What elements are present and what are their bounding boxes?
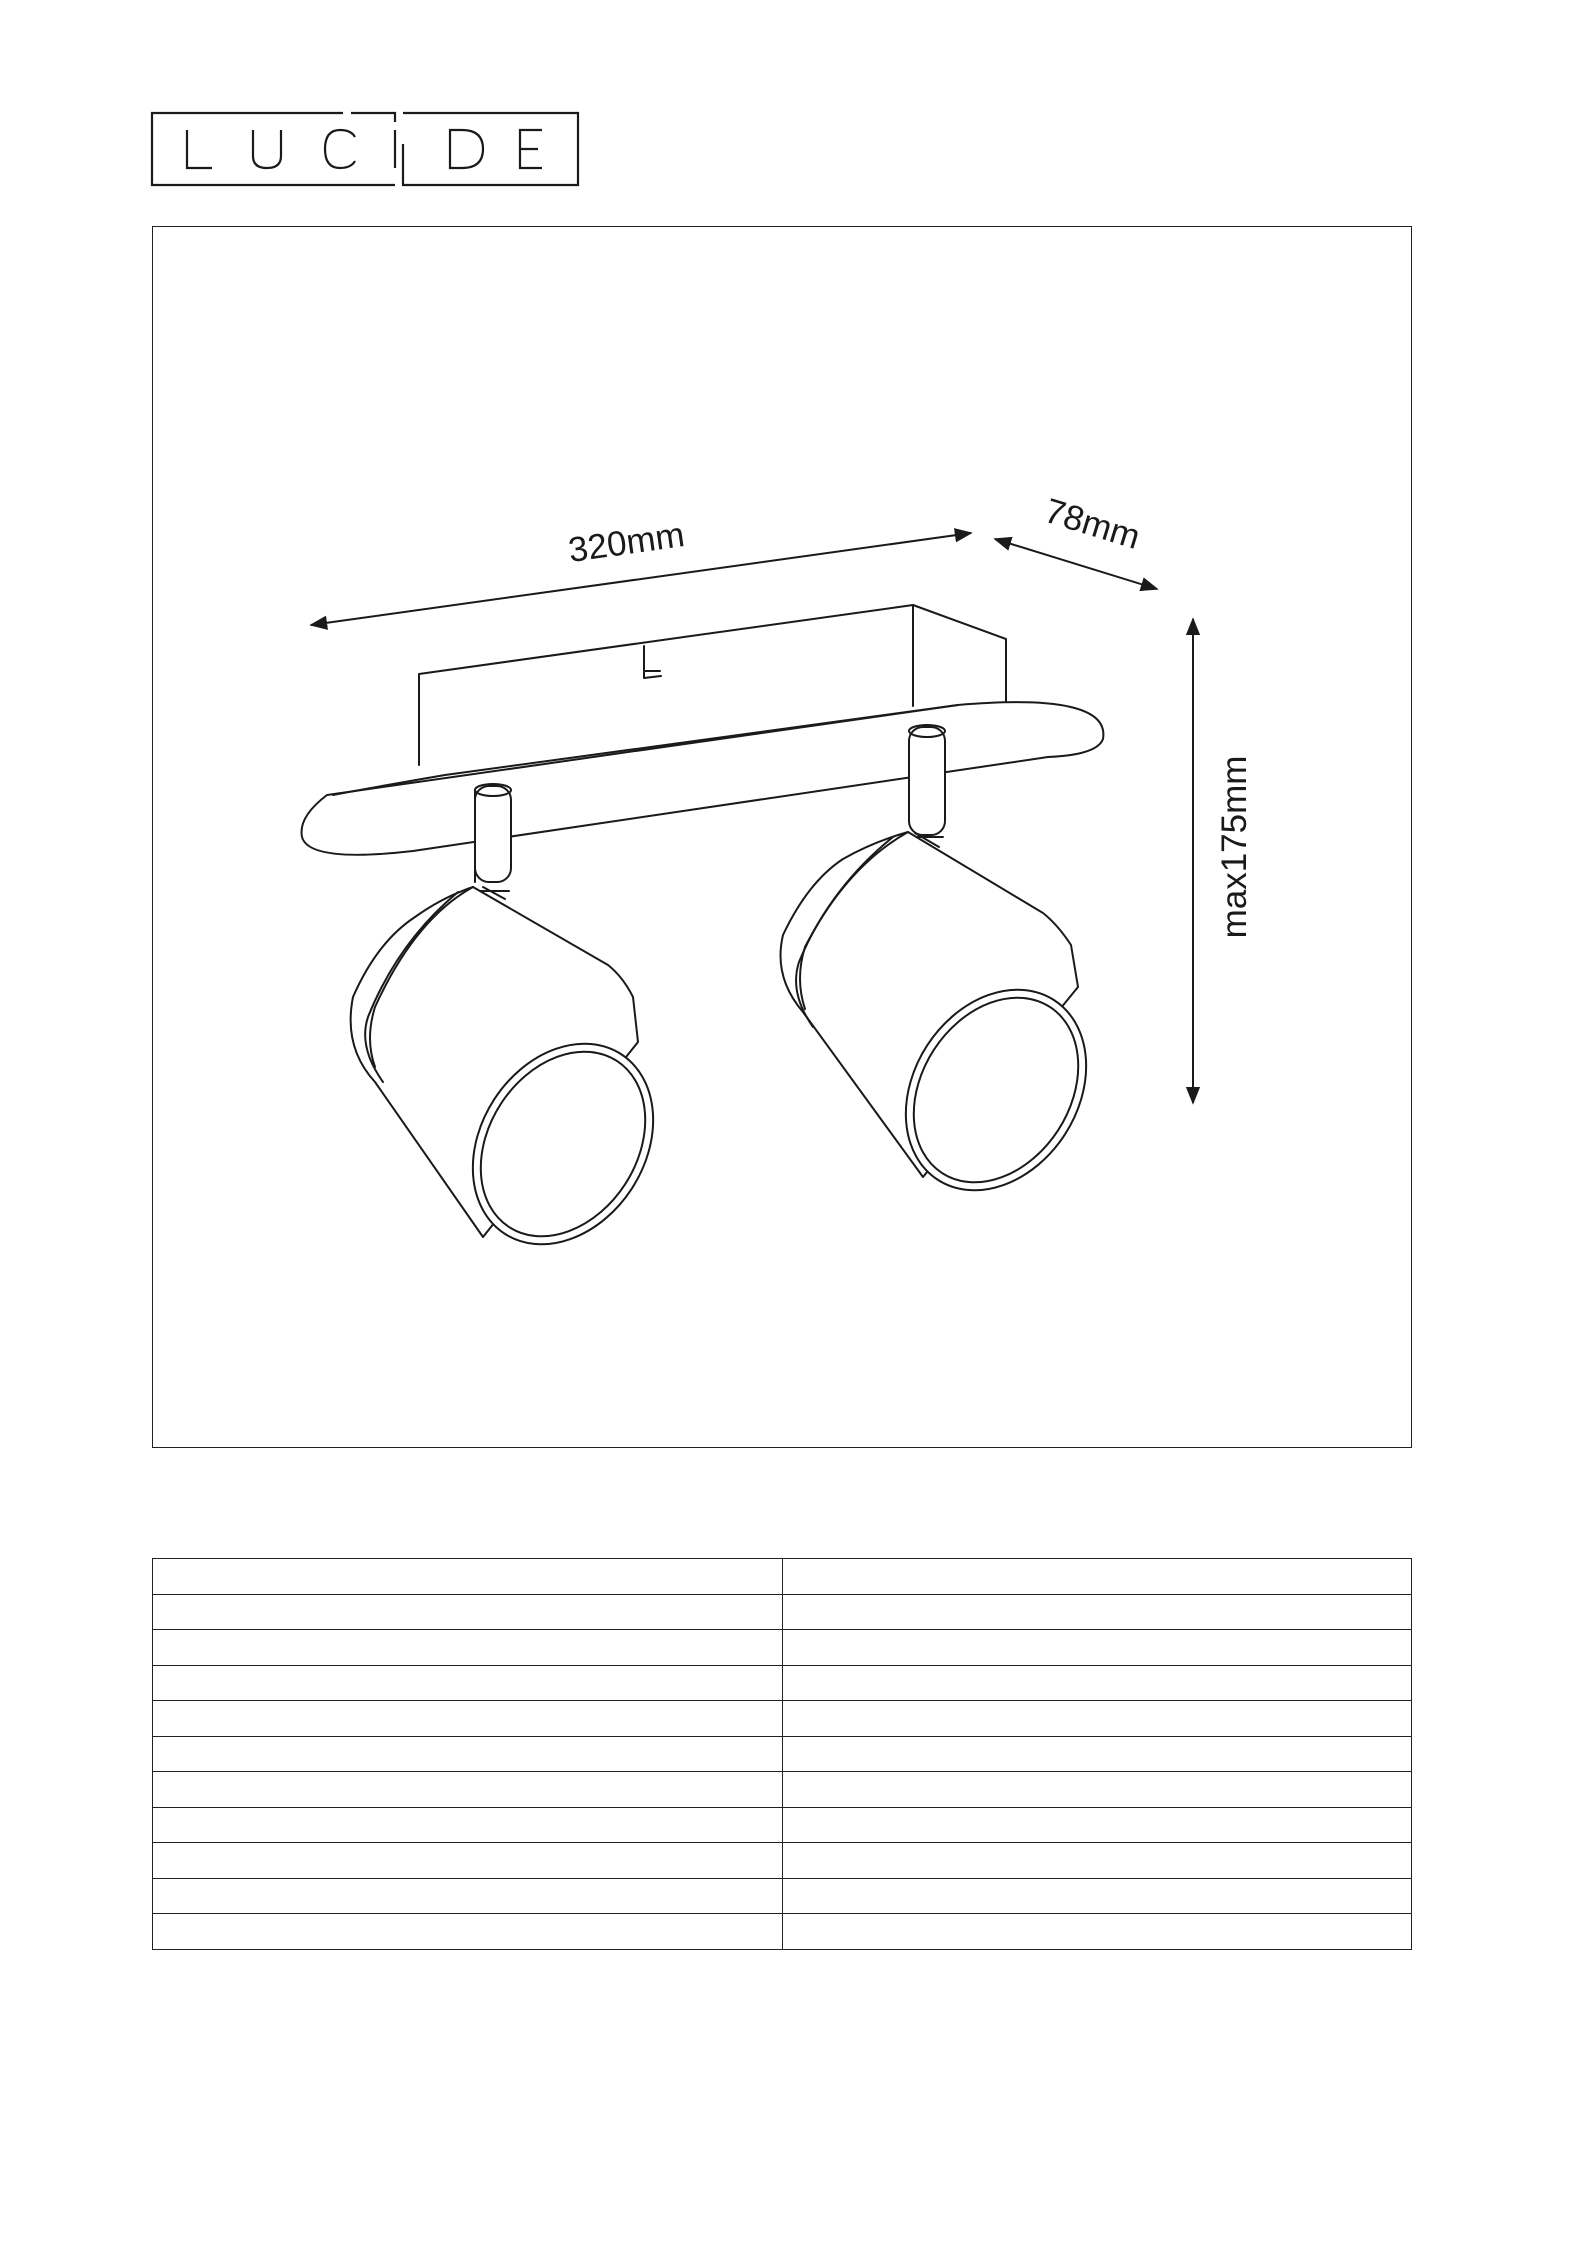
spec-label-cell bbox=[153, 1630, 783, 1666]
spec-label-cell bbox=[153, 1914, 783, 1950]
spec-value-cell bbox=[782, 1914, 1412, 1950]
depth-label: 78mm bbox=[1040, 491, 1145, 557]
spec-label-cell bbox=[153, 1594, 783, 1630]
spec-label-cell bbox=[153, 1736, 783, 1772]
spec-value-cell bbox=[782, 1807, 1412, 1843]
product-drawing bbox=[153, 227, 1410, 1446]
spec-label-cell bbox=[153, 1807, 783, 1843]
table-row bbox=[153, 1914, 1412, 1950]
spec-value-cell bbox=[782, 1701, 1412, 1737]
table-row bbox=[153, 1736, 1412, 1772]
table-row bbox=[153, 1701, 1412, 1737]
spec-label-cell bbox=[153, 1665, 783, 1701]
spec-label-cell bbox=[153, 1878, 783, 1914]
spec-value-cell bbox=[782, 1736, 1412, 1772]
table-row bbox=[153, 1630, 1412, 1666]
table-row bbox=[153, 1559, 1412, 1595]
spec-label-cell bbox=[153, 1843, 783, 1879]
table-row bbox=[153, 1772, 1412, 1808]
spec-value-cell bbox=[782, 1594, 1412, 1630]
spot-right bbox=[781, 725, 1124, 1224]
spot-left bbox=[351, 784, 690, 1278]
spec-value-cell bbox=[782, 1559, 1412, 1595]
height-label: max175mm bbox=[1215, 755, 1254, 939]
spec-value-cell bbox=[782, 1878, 1412, 1914]
spec-value-cell bbox=[782, 1630, 1412, 1666]
drawing-frame bbox=[152, 226, 1412, 1448]
lucide-logo bbox=[150, 108, 580, 190]
spec-table bbox=[152, 1558, 1412, 1950]
table-row bbox=[153, 1594, 1412, 1630]
length-label: 320mm bbox=[565, 515, 687, 571]
table-row bbox=[153, 1843, 1412, 1879]
spec-label-cell bbox=[153, 1701, 783, 1737]
spec-value-cell bbox=[782, 1665, 1412, 1701]
spec-label-cell bbox=[153, 1559, 783, 1595]
table-row bbox=[153, 1665, 1412, 1701]
spec-value-cell bbox=[782, 1843, 1412, 1879]
base-plate bbox=[302, 702, 1104, 855]
spec-value-cell bbox=[782, 1772, 1412, 1808]
table-row bbox=[153, 1807, 1412, 1843]
table-row bbox=[153, 1878, 1412, 1914]
spec-label-cell bbox=[153, 1772, 783, 1808]
